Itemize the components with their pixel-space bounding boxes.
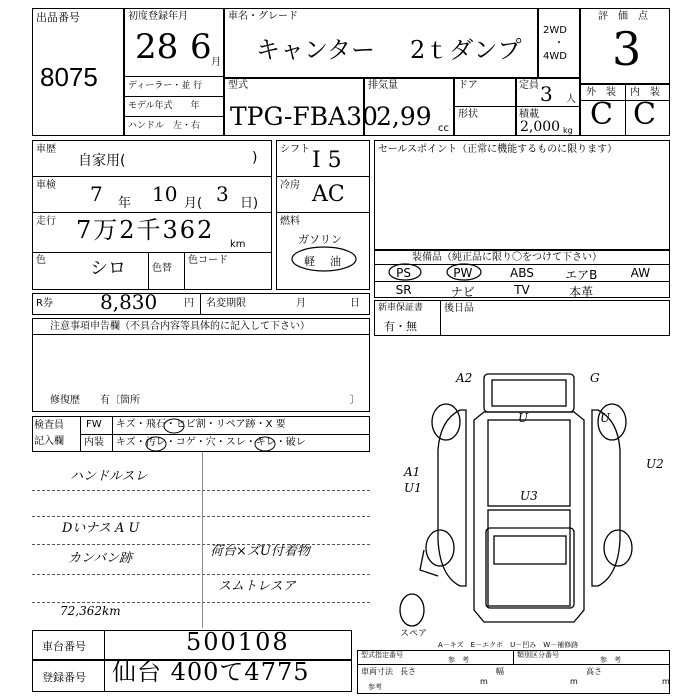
length-unit: m <box>480 677 488 686</box>
color-label: 色 <box>36 255 46 266</box>
registration-month: 6 <box>190 27 212 67</box>
shift-label: シフト <box>280 144 310 155</box>
color-change-label: 色替 <box>152 263 172 274</box>
mark-u3: U3 <box>520 489 538 503</box>
fuel-value: ガソリン <box>298 233 342 246</box>
spare-label: スペア <box>400 629 428 639</box>
width-label: 幅 <box>496 667 504 676</box>
mileage-value: 7万2千362 <box>76 216 215 244</box>
drive-dot: ・ <box>554 38 564 49</box>
warranty-label: 新車保証書 <box>378 303 424 313</box>
equipment-row2-2: TV <box>514 283 530 297</box>
mark-a1: A1 <box>404 465 421 479</box>
name-change-month: 月 <box>296 298 306 309</box>
type-spec-ref: 参 考 <box>448 656 469 664</box>
ac-value: AC <box>312 182 345 207</box>
handle-label: ハンドル 左・右 <box>128 121 201 131</box>
capacity-unit: 人 <box>566 94 576 105</box>
fw-options: キズ・飛石・ヒビ割・リペア跡・X 要 <box>116 419 286 430</box>
interior-inspect-label: 内装 <box>84 437 104 448</box>
inspector-label-1: 検査員 <box>34 420 64 431</box>
month-unit: 月 <box>211 57 221 68</box>
note-tire: スムトレスア <box>218 579 296 594</box>
length-label: 長さ <box>400 667 416 676</box>
year-unit: 年 <box>118 196 132 211</box>
drive-2wd: 2WD <box>543 25 567 36</box>
note-handle-wear: ハンドルスレ <box>70 469 148 484</box>
footer-ref: 参考 <box>368 683 382 691</box>
mileage-label: 走行 <box>36 216 56 227</box>
score-value: 3 <box>612 22 642 76</box>
interior-grade: C <box>633 97 656 132</box>
shift-value: I 5 <box>312 148 342 173</box>
exterior-label: 外 装 <box>586 87 616 98</box>
note-mileage: 72,362km <box>60 604 121 618</box>
class-ref: 参 考 <box>600 656 621 664</box>
equipment-row1-3: エアB <box>565 268 598 282</box>
mark-u1: U1 <box>404 481 422 495</box>
name-change-day: 日 <box>350 298 360 309</box>
registration-year: 28 <box>135 27 179 67</box>
km-unit: km <box>230 239 246 250</box>
recycle-yen: 円 <box>184 298 194 309</box>
shape-label: 形状 <box>458 109 478 120</box>
note-dent: Dいナス A U <box>62 521 140 536</box>
month-unit-paren: 月( <box>184 196 203 211</box>
dealer-label: ディーラー・並 行 <box>128 81 203 91</box>
chassis-label: 車台番号 <box>42 640 86 653</box>
model-year-label: モデル年式 年 <box>128 101 200 111</box>
door-label: ドア <box>458 80 478 91</box>
load-value: 2,000 <box>520 119 561 135</box>
fuel-diesel-option: 軽 <box>304 255 315 268</box>
equipment-row1-1: PW <box>453 266 473 280</box>
history-value: 自家用( <box>78 153 126 169</box>
fuel-oil-option: 油 <box>330 255 341 268</box>
model-code: TPG-FBA30 <box>230 102 378 131</box>
score-label: 評 価 点 <box>598 11 648 22</box>
type-spec-label: 型式指定番号 <box>361 651 403 659</box>
class-label: 類別区分番号 <box>517 651 559 659</box>
equipment-label: 装備品（純正品に限り〇をつけて下さい） <box>412 252 602 263</box>
mark-a2: A2 <box>456 371 473 385</box>
model-code-label: 型式 <box>228 80 248 91</box>
repair-history-close: 〕 <box>350 395 360 406</box>
sales-point-box <box>374 140 670 250</box>
sales-point-label: セールスポイント（正常に機能するものに限ります） <box>378 144 618 155</box>
fw-label: FW <box>86 419 102 430</box>
inspector-label-2: 記入欄 <box>34 436 64 447</box>
inspection-day: 3 <box>216 182 229 206</box>
mark-u-top: U <box>518 411 529 425</box>
repair-history-label: 修復歴 有〔箇所 <box>50 395 140 406</box>
first-registration-label: 初度登録年月 <box>128 11 188 22</box>
color-code-label: 色コード <box>188 255 228 266</box>
height-label: 高さ <box>586 667 602 676</box>
displacement-value: 2,99 <box>376 102 432 131</box>
equipment-row1-2: ABS <box>510 266 534 280</box>
equipment-row1-4: AW <box>630 266 651 280</box>
fuel-circle-mark <box>290 244 360 274</box>
truck-diagram <box>400 360 664 640</box>
inspection-month: 10 <box>152 182 178 206</box>
equipment-row2-1: ナビ <box>450 285 475 299</box>
recycle-box <box>32 290 370 315</box>
displacement-label: 排気量 <box>368 80 398 91</box>
height-unit: m <box>662 677 670 686</box>
cc-unit: cc <box>438 123 449 134</box>
equipment-row2-0: SR <box>395 283 412 297</box>
day-unit: 日) <box>240 196 259 211</box>
drive-4wd: 4WD <box>543 51 567 62</box>
notes-label: 注意事項申告欄（不具合内容等具体的に記入して下さい） <box>50 321 310 332</box>
mark-u-right: U <box>600 411 611 425</box>
interior-options: キズ・汚レ・コゲ・穴・スレ・キレ・破レ <box>116 437 306 448</box>
color-value: シロ <box>90 258 126 279</box>
recycle-label: R券 <box>36 298 53 309</box>
lot-number-label: 出品番号 <box>36 11 80 24</box>
fuel-label: 燃料 <box>280 216 300 227</box>
equipment-row1-0: PS <box>396 266 412 280</box>
lot-number: 8075 <box>40 62 98 92</box>
recycle-value: 8,830 <box>100 290 158 314</box>
capacity-label: 定員 <box>519 80 539 91</box>
pw-circle-mark <box>446 263 482 281</box>
history-close: ) <box>252 150 258 166</box>
interior-label: 内 装 <box>630 87 660 98</box>
mark-u2: U2 <box>646 457 664 471</box>
warranty-value: 有・無 <box>384 320 417 333</box>
width-unit: m <box>570 677 578 686</box>
mark-g: G <box>590 371 600 385</box>
registration-label: 登録番号 <box>42 671 86 684</box>
body-dim-label: 車両寸法 <box>361 667 393 676</box>
damage-legend: A－キズ E－エクボ U－凹み W－補修跡 <box>438 641 579 649</box>
history-label: 車歴 <box>36 144 56 155</box>
car-name: キャンター <box>256 36 376 64</box>
exterior-grade: C <box>590 97 613 132</box>
chassis-value: 500108 <box>186 628 290 656</box>
name-change-label: 名変期限 <box>206 298 246 309</box>
registration-value: 仙台 400て4775 <box>112 658 310 686</box>
note-signboard: カンバン跡 <box>68 551 133 566</box>
inspection-year: 7 <box>90 182 103 206</box>
capacity-value: 3 <box>540 82 553 106</box>
later-docs-label: 後日品 <box>444 303 474 314</box>
inspector-circle-marks <box>140 416 300 452</box>
note-cargo-bed: 荷台×ズU付着物 <box>210 544 310 559</box>
load-label: 積載 <box>519 109 539 120</box>
equipment-row2-3: 本革 <box>569 285 594 299</box>
car-grade: 2ｔダンプ <box>410 36 522 64</box>
ps-circle-mark <box>388 263 422 281</box>
inspection-label: 車検 <box>36 180 56 191</box>
ac-label: 冷房 <box>280 180 300 191</box>
kg-unit: kg <box>563 126 573 135</box>
car-name-label: 車名・グレード <box>228 11 298 22</box>
